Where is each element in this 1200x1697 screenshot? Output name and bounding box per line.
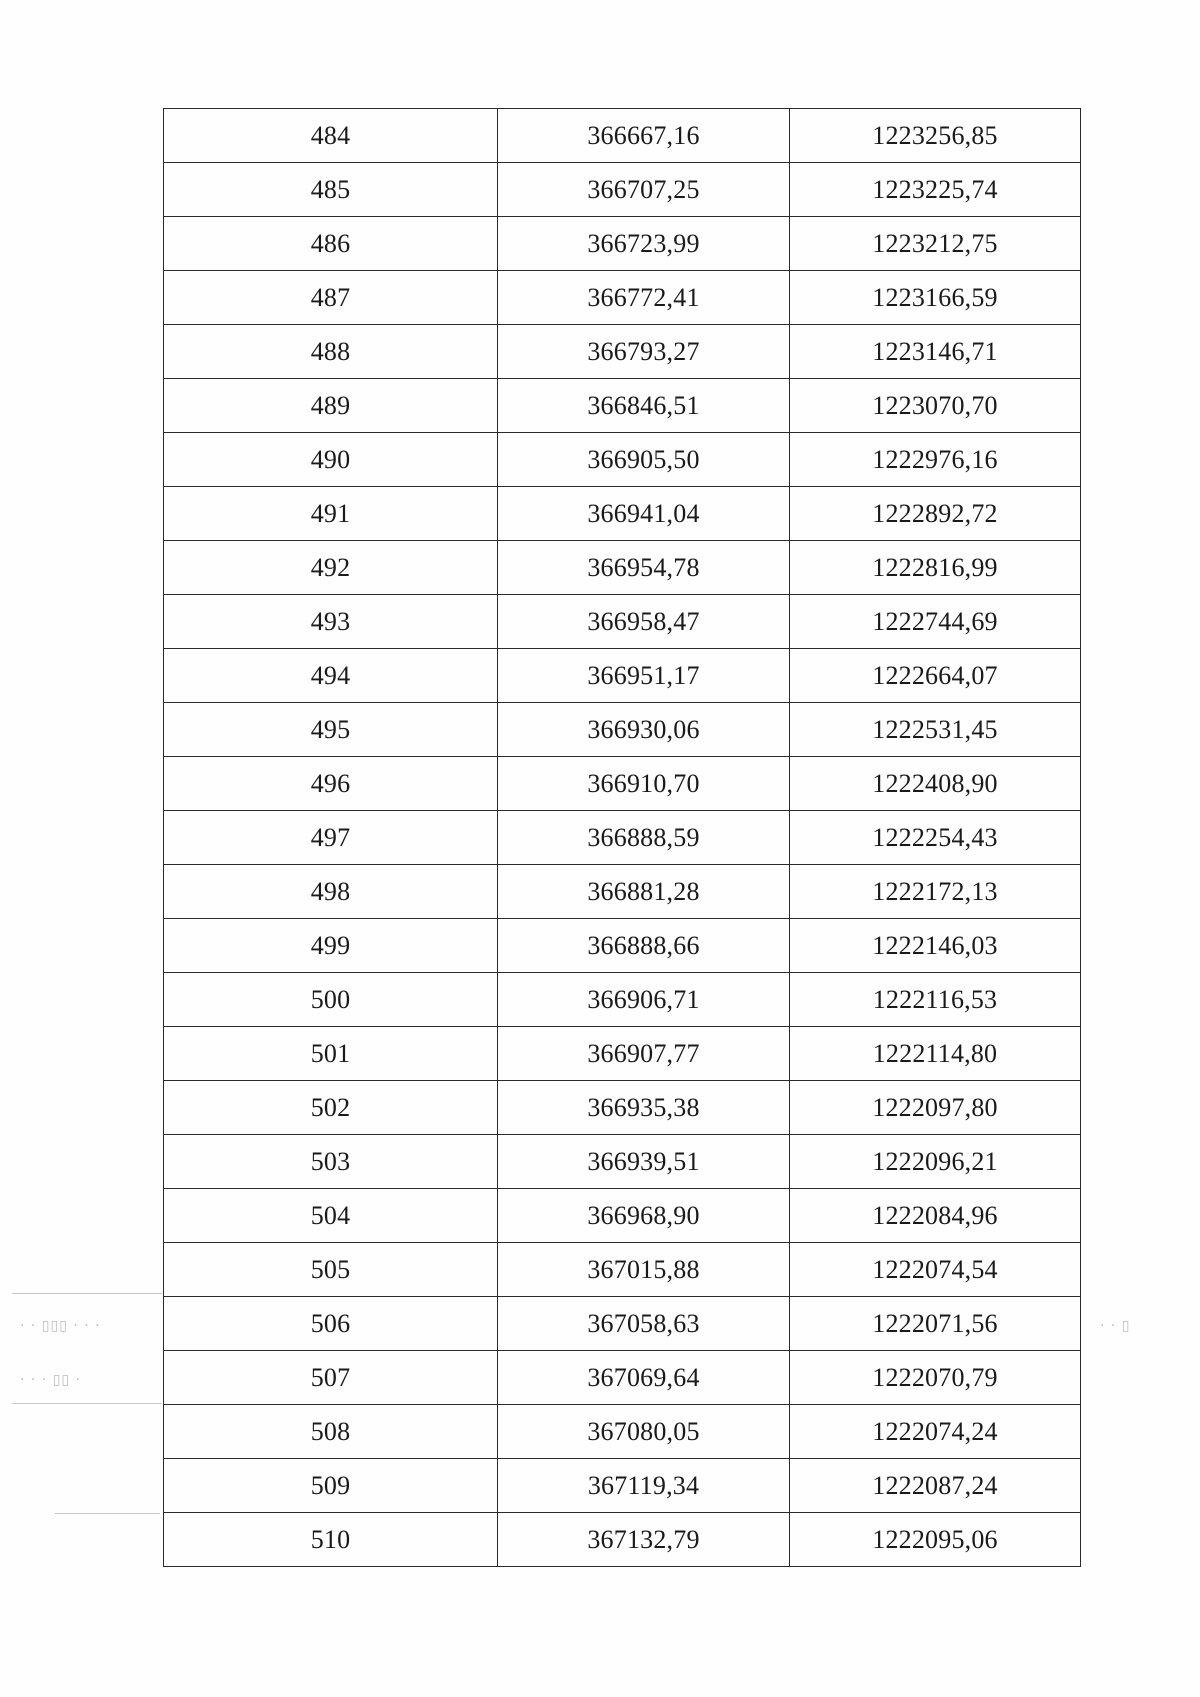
point-number-cell: 502: [164, 1081, 498, 1135]
y-coordinate-cell: 1222074,54: [790, 1243, 1081, 1297]
table-row: [164, 1243, 1081, 1297]
point-number-cell: 500: [164, 973, 498, 1027]
x-coordinate-cell: 366793,27: [498, 325, 790, 379]
table-row: [164, 1027, 1081, 1081]
table-row: [164, 325, 1081, 379]
table-row: [164, 1189, 1081, 1243]
y-coordinate-cell: 1222146,03: [790, 919, 1081, 973]
table-row: [164, 541, 1081, 595]
table-row: [164, 649, 1081, 703]
x-coordinate-cell: 367132,79: [498, 1513, 790, 1567]
scan-artifact-line: [12, 1403, 162, 1404]
x-coordinate-cell: 366930,06: [498, 703, 790, 757]
point-number-cell: 486: [164, 217, 498, 271]
x-coordinate-cell: 367069,64: [498, 1351, 790, 1405]
table-row: [164, 1135, 1081, 1189]
table-row: [164, 757, 1081, 811]
point-number-cell: 499: [164, 919, 498, 973]
table-row: [164, 1351, 1081, 1405]
x-coordinate-cell: 366772,41: [498, 271, 790, 325]
y-coordinate-cell: 1223166,59: [790, 271, 1081, 325]
y-coordinate-cell: 1222531,45: [790, 703, 1081, 757]
point-number-cell: 496: [164, 757, 498, 811]
coordinates-table-body: [164, 109, 1081, 1567]
point-number-cell: 494: [164, 649, 498, 703]
y-coordinate-cell: 1222254,43: [790, 811, 1081, 865]
point-number-cell: 501: [164, 1027, 498, 1081]
x-coordinate-cell: 366846,51: [498, 379, 790, 433]
table-row: [164, 1459, 1081, 1513]
point-number-cell: 489: [164, 379, 498, 433]
point-number-cell: 484: [164, 109, 498, 163]
x-coordinate-cell: 366954,78: [498, 541, 790, 595]
y-coordinate-cell: 1222095,06: [790, 1513, 1081, 1567]
x-coordinate-cell: 367058,63: [498, 1297, 790, 1351]
x-coordinate-cell: 366941,04: [498, 487, 790, 541]
y-coordinate-cell: 1222744,69: [790, 595, 1081, 649]
table-row: [164, 1081, 1081, 1135]
y-coordinate-cell: 1223256,85: [790, 109, 1081, 163]
table-row: [164, 433, 1081, 487]
point-number-cell: 498: [164, 865, 498, 919]
table-row: [164, 379, 1081, 433]
table-row: [164, 1405, 1081, 1459]
x-coordinate-cell: 366905,50: [498, 433, 790, 487]
y-coordinate-cell: 1222816,99: [790, 541, 1081, 595]
table-row: [164, 163, 1081, 217]
point-number-cell: 491: [164, 487, 498, 541]
x-coordinate-cell: 366723,99: [498, 217, 790, 271]
y-coordinate-cell: 1222172,13: [790, 865, 1081, 919]
point-number-cell: 510: [164, 1513, 498, 1567]
point-number-cell: 493: [164, 595, 498, 649]
point-number-cell: 505: [164, 1243, 498, 1297]
y-coordinate-cell: 1222892,72: [790, 487, 1081, 541]
point-number-cell: 508: [164, 1405, 498, 1459]
x-coordinate-cell: 366968,90: [498, 1189, 790, 1243]
point-number-cell: 495: [164, 703, 498, 757]
y-coordinate-cell: 1222074,24: [790, 1405, 1081, 1459]
point-number-cell: 488: [164, 325, 498, 379]
x-coordinate-cell: 367080,05: [498, 1405, 790, 1459]
x-coordinate-cell: 367015,88: [498, 1243, 790, 1297]
scan-artifact-line: [55, 1513, 160, 1514]
x-coordinate-cell: 366958,47: [498, 595, 790, 649]
x-coordinate-cell: 366907,77: [498, 1027, 790, 1081]
scan-artifact-marks: · · · ▯▯ ·: [20, 1372, 82, 1388]
point-number-cell: 497: [164, 811, 498, 865]
x-coordinate-cell: 367119,34: [498, 1459, 790, 1513]
table-row: [164, 595, 1081, 649]
table-row: [164, 271, 1081, 325]
y-coordinate-cell: 1223070,70: [790, 379, 1081, 433]
table-row: [164, 973, 1081, 1027]
x-coordinate-cell: 366935,38: [498, 1081, 790, 1135]
table-row: [164, 109, 1081, 163]
point-number-cell: 503: [164, 1135, 498, 1189]
y-coordinate-cell: 1222114,80: [790, 1027, 1081, 1081]
scan-artifact-line: [12, 1293, 162, 1294]
y-coordinate-cell: 1222408,90: [790, 757, 1081, 811]
point-number-cell: 485: [164, 163, 498, 217]
table-row: [164, 865, 1081, 919]
y-coordinate-cell: 1223146,71: [790, 325, 1081, 379]
y-coordinate-cell: 1222070,79: [790, 1351, 1081, 1405]
table-row: [164, 1513, 1081, 1567]
point-number-cell: 509: [164, 1459, 498, 1513]
y-coordinate-cell: 1223212,75: [790, 217, 1081, 271]
x-coordinate-cell: 366888,59: [498, 811, 790, 865]
y-coordinate-cell: 1222976,16: [790, 433, 1081, 487]
table-row: [164, 703, 1081, 757]
point-number-cell: 506: [164, 1297, 498, 1351]
x-coordinate-cell: 366888,66: [498, 919, 790, 973]
x-coordinate-cell: 366939,51: [498, 1135, 790, 1189]
y-coordinate-cell: 1222096,21: [790, 1135, 1081, 1189]
point-number-cell: 507: [164, 1351, 498, 1405]
x-coordinate-cell: 366951,17: [498, 649, 790, 703]
x-coordinate-cell: 366906,71: [498, 973, 790, 1027]
y-coordinate-cell: 1222116,53: [790, 973, 1081, 1027]
point-number-cell: 490: [164, 433, 498, 487]
table-row: [164, 811, 1081, 865]
table-row: [164, 217, 1081, 271]
y-coordinate-cell: 1223225,74: [790, 163, 1081, 217]
x-coordinate-cell: 366881,28: [498, 865, 790, 919]
x-coordinate-cell: 366667,16: [498, 109, 790, 163]
x-coordinate-cell: 366910,70: [498, 757, 790, 811]
point-number-cell: 504: [164, 1189, 498, 1243]
y-coordinate-cell: 1222084,96: [790, 1189, 1081, 1243]
y-coordinate-cell: 1222087,24: [790, 1459, 1081, 1513]
table-row: [164, 487, 1081, 541]
scan-artifact-marks: · · ▯▯▯ · · ·: [20, 1318, 101, 1334]
table-row: [164, 1297, 1081, 1351]
y-coordinate-cell: 1222664,07: [790, 649, 1081, 703]
y-coordinate-cell: 1222097,80: [790, 1081, 1081, 1135]
table-row: [164, 919, 1081, 973]
scan-artifact-marks: · · ▯: [1100, 1318, 1131, 1334]
y-coordinate-cell: 1222071,56: [790, 1297, 1081, 1351]
point-number-cell: 492: [164, 541, 498, 595]
x-coordinate-cell: 366707,25: [498, 163, 790, 217]
coordinates-table: [163, 108, 1081, 1567]
point-number-cell: 487: [164, 271, 498, 325]
